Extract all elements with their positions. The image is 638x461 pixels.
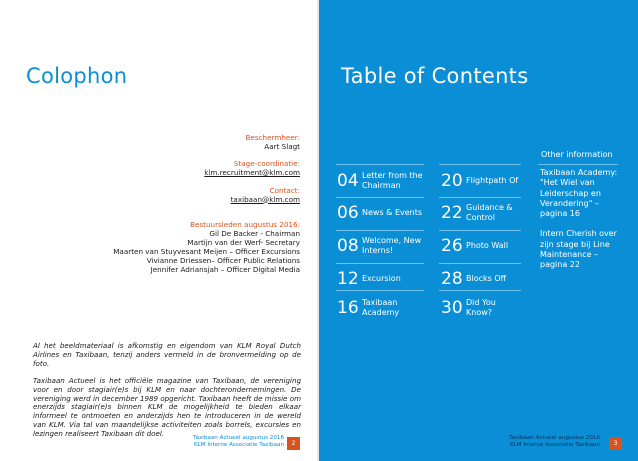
toc-entry[interactable]: [337, 298, 428, 318]
stage-email-link[interactable]: klm.recruitment@klm.com: [204, 168, 300, 178]
about-text: [33, 342, 301, 447]
toc-page-number: 20: [441, 171, 463, 191]
toc-entry-title: Welcome, New Interns!: [362, 236, 422, 255]
footer-association: KLM Interne Associatie Taxibaan: [193, 442, 284, 449]
toc-page-number: 04: [337, 171, 359, 191]
toc-page-number: 28: [441, 269, 463, 289]
image-credit-paragraph: Al het beeldmateriaal is afkomstig en eigendom van KLM Royal Dutch Airlines en Taxibaan, tenzij anders vermeld in de bronvermelding op de foto.: [33, 341, 301, 368]
toc-divider: [439, 263, 521, 264]
footer-magazine: Taxibaan Actueel augustus 2016: [509, 435, 600, 441]
toc-page-number: 16: [337, 298, 359, 318]
toc-entry-title: Letter from the Chairman: [362, 171, 423, 190]
toc-divider: [336, 263, 424, 264]
toc-entry-title: Guidance & Control: [466, 203, 513, 222]
toc-divider: [439, 164, 521, 165]
beschermheer-label: Beschermheer:: [245, 133, 300, 142]
toc-entry-title: Photo Wall: [466, 241, 509, 250]
toc-page-number: 08: [337, 236, 359, 256]
left-footer: [193, 435, 284, 449]
toc-entry-title: Blocks Off: [466, 274, 507, 283]
other-info-divider: [538, 164, 618, 165]
toc-divider: [336, 290, 424, 291]
toc-entry-title: Did You Know?: [466, 298, 496, 317]
other-info-item[interactable]: Intern Cherish over zijn stage bij Line Maintenance – pagina 22: [540, 229, 617, 270]
footer-magazine: Taxibaan Actueel augustus 2016: [193, 435, 284, 441]
page-number-left: 2: [287, 437, 300, 450]
board-member: Gil De Backer - Chairman: [209, 229, 300, 239]
contact-email-link[interactable]: taxibaan@klm.com: [230, 194, 300, 204]
board-label: Bestuursleden augustus 2016:: [190, 220, 300, 230]
toc-divider: [439, 230, 521, 231]
right-footer: [509, 435, 600, 449]
toc-entry-title: News & Events: [362, 208, 423, 217]
colophon-title: Colophon: [26, 64, 128, 88]
toc-page-number: 30: [441, 298, 463, 318]
board-member: Jennifer Adriansjah – Officer Digital Media: [150, 264, 300, 274]
toc-page-number: 06: [337, 203, 359, 223]
stage-label: Stage-coordinatie:: [233, 159, 300, 169]
toc-page-number: 22: [441, 203, 463, 223]
toc-entry[interactable]: [337, 236, 428, 256]
contact-label: Contact:: [269, 185, 300, 195]
page-number-right: 3: [609, 437, 622, 450]
toc-divider: [336, 230, 424, 231]
toc-entry[interactable]: [337, 171, 428, 191]
other-info-list: [540, 168, 620, 281]
association-paragraph: Taxibaan Actueel is het officiële magazine van Taxibaan, de vereniging voor en door stagiair(e)s bij KLM en naar dochterondernemingen. De vereniging werd in december 1989 opgericht. Taxibaan heeft de missie om enerzijds stagiair(e)s binnen KLM de mogelijkheid te bieden elkaar informeel te ontmoeten en anderzijds hen te introduceren in de wereld van KLM. Via tal van maandelijkse activiteiten zoals borrels, excursies en lezingen realiseert Taxibaan dit doel.: [33, 375, 301, 439]
toc-divider: [336, 164, 424, 165]
other-info-heading: Other information: [541, 150, 613, 159]
toc-title: Table of Contents: [341, 64, 529, 88]
footer-association: KLM Interne Associatie Taxibaan: [509, 442, 600, 449]
toc-page-number: 26: [441, 236, 463, 256]
toc-entry[interactable]: [441, 203, 521, 223]
toc-entry[interactable]: [441, 298, 521, 318]
board-member: Maarten van Stuyvesant Meijen – Officer Excursions: [113, 247, 300, 257]
toc-entry-title: Excursion: [362, 274, 401, 283]
toc-divider: [439, 290, 521, 291]
credits-block: [20, 134, 300, 275]
other-info-item[interactable]: Taxibaan Academy: "Het Wiel van Leiderschap en Verandering" – pagina 16: [540, 168, 618, 219]
toc-entry[interactable]: [337, 269, 428, 289]
board-member: Vivianne Driessen– Officer Public Relations: [146, 256, 300, 266]
toc-entry-title: Taxibaan Academy: [362, 298, 400, 317]
toc-entry[interactable]: [441, 236, 521, 256]
board-member: Martijn van der Werf- Secretary: [187, 238, 300, 248]
toc-entry[interactable]: [441, 171, 521, 191]
toc-divider: [439, 197, 521, 198]
toc-divider: [336, 197, 424, 198]
beschermheer-name: Aart Slagt: [264, 141, 300, 151]
toc-entry[interactable]: [337, 203, 428, 223]
toc-page-number: 12: [337, 269, 359, 289]
toc-entry[interactable]: [441, 269, 521, 289]
toc-entry-title: Flightpath Of: [466, 176, 519, 185]
